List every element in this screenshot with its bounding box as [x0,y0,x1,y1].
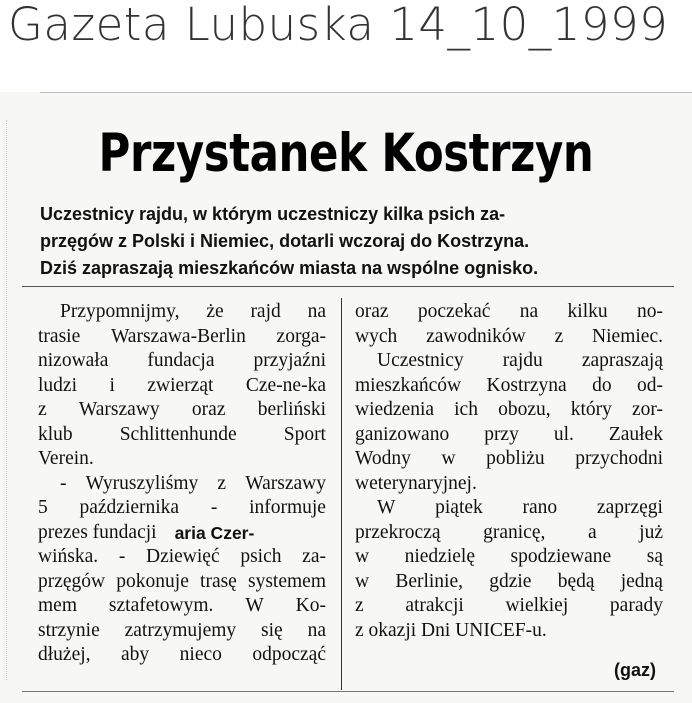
word: strzynie [38,619,100,641]
word: Schlittenhunde [119,423,237,445]
word: który [570,399,612,420]
word: ganizowano [355,423,450,445]
word: zawodników [426,325,526,347]
word: Wyruszyliśmy [85,472,199,494]
word: za- [302,546,326,567]
column-line [355,423,663,448]
word: już [639,521,663,543]
word: niedzielę [404,546,475,567]
word: nizowała [38,350,109,371]
word: wych [355,325,398,347]
word: atrakcji [405,595,464,616]
column-line [355,349,663,374]
word: oraz [191,399,226,420]
lead-line: przęgów z Polski i Niemiec, dotarli wczoraj do Kostrzyna. [40,231,530,251]
word: od- [636,374,663,396]
word: W [245,595,264,616]
word: - [118,546,126,567]
word: fundacja [147,350,215,371]
column-line [38,398,326,423]
word: Cze-ne-ka [245,374,326,396]
column-divider [341,298,342,690]
word: berliński [257,399,326,420]
lead-line: Dziś zapraszają mieszkańców miasta na wspólne ognisko. [40,258,539,278]
word: obozu, [498,399,551,420]
word: piątek [435,497,483,518]
word: przekroczą [355,521,441,543]
word: z [355,595,364,616]
word: Berlinie, [395,570,464,592]
author-signature: (gaz) [614,660,656,680]
lead-divider [22,286,674,287]
word: i [109,374,115,396]
word: ul. [553,423,574,445]
column-line [38,594,326,619]
column-line [38,300,326,325]
word: się [261,619,283,641]
word: przy [484,423,519,445]
word: Sport [283,423,326,445]
bottom-divider [22,691,674,692]
column-line-text: prezes fundacji [38,521,157,543]
word: z [217,472,227,494]
column-line [38,325,326,350]
article-lead [40,201,672,282]
word: granicę, [483,521,546,543]
word: zorga- [276,325,326,347]
word: Ko- [295,595,326,616]
word: ich [454,399,478,420]
word: pokonuje [116,570,189,592]
word: przyjaźni [253,350,326,371]
word: no- [636,301,663,322]
word: parady [609,595,663,616]
word: wielkiej [505,595,569,616]
clipping-left-edge [6,120,7,680]
word: że [206,301,224,322]
word: 5 [38,497,48,518]
word: W [377,497,396,518]
clipping-top-edge [40,92,692,93]
word: są [646,546,663,567]
word: do [592,374,612,396]
word: - [60,472,67,494]
word: w [355,546,370,567]
word: Zaułek [608,423,663,445]
column-line [38,472,326,497]
word: Warszawa-Berlin [110,325,246,347]
column-line [38,423,326,448]
column-line [355,325,663,350]
column-line [355,300,663,325]
word: trasę [200,570,237,592]
word: gdzie [489,570,532,592]
word: rajd [250,301,281,322]
column-line [38,374,326,399]
word: oraz [355,301,389,322]
word: Przypomnijmy, [60,301,180,322]
word: a [587,521,597,543]
word: mem [38,595,77,616]
column-line [38,619,326,644]
word: systemem [248,570,326,592]
word: rajdu [502,350,543,371]
word: na [307,301,326,322]
word: mieszkańców [355,374,462,396]
word: jedną [620,570,663,592]
word: Dziewięć [146,546,220,567]
column-line [38,570,326,595]
word: zor- [631,399,663,420]
word: Wodny [355,448,411,469]
word: nieco [179,644,222,665]
column-line [38,643,326,668]
word: - [210,497,218,518]
column-line: z okazji Dni UNICEF-u. [355,619,547,641]
word: przęgów [38,570,106,592]
word: wiedzenia [355,399,435,420]
column-line [355,594,663,619]
word: z [38,399,47,420]
article-column-right [355,300,663,643]
word: klub [38,423,73,445]
word: Warszawy [78,399,160,420]
word: aby [121,644,150,665]
word: zapraszają [581,350,663,371]
column-line [355,545,663,570]
word: spodziewane [510,546,612,567]
word: Niemiec. [592,325,663,347]
column-line [355,398,663,423]
word: Warszawy [245,472,326,494]
column-line: weterynaryjnej. [355,472,477,494]
word: ludzi [38,374,77,396]
article-headline: Przystanek Kostrzyn [98,123,594,184]
word: trasie [38,325,81,347]
word: odpocząć [252,644,326,665]
column-line [38,349,326,374]
person-name-bold: aria Czer- [174,522,255,543]
source-caption: Gazeta Lubuska 14_10_1999 [8,0,669,51]
column-line: Verein. [38,448,94,469]
word: rano [522,497,558,518]
word: na [307,619,326,641]
article-column-left [38,300,326,668]
word: w [355,570,370,592]
column-line [38,545,326,570]
word: będą [557,570,595,592]
column-line [355,374,663,399]
word: wińska. [38,546,99,567]
word: sztafetowym. [108,595,214,616]
column-line [355,447,663,472]
column-line [355,521,663,546]
word: Uczestnicy [377,350,464,371]
word: zatrzymujemy [124,619,237,641]
word: z [554,325,564,347]
word: informuje [249,497,326,518]
column-line [38,521,326,546]
word: zaprzęgi [596,497,663,518]
word: na [519,301,539,322]
word: psich [240,546,282,567]
word: pobliżu [486,448,545,469]
word: zwierząt [147,374,214,396]
column-line [355,570,663,595]
word: kilku [567,301,608,322]
word: października [79,497,180,518]
column-line [38,496,326,521]
word: dłużej, [38,644,91,665]
word: poczekać [417,301,491,322]
lead-line: Uczestnicy rajdu, w którym uczestniczy kilka psich za- [40,204,506,224]
word: w [441,448,456,469]
word: przychodni [575,448,663,469]
column-line [355,496,663,521]
word: Kostrzyna [486,374,567,396]
